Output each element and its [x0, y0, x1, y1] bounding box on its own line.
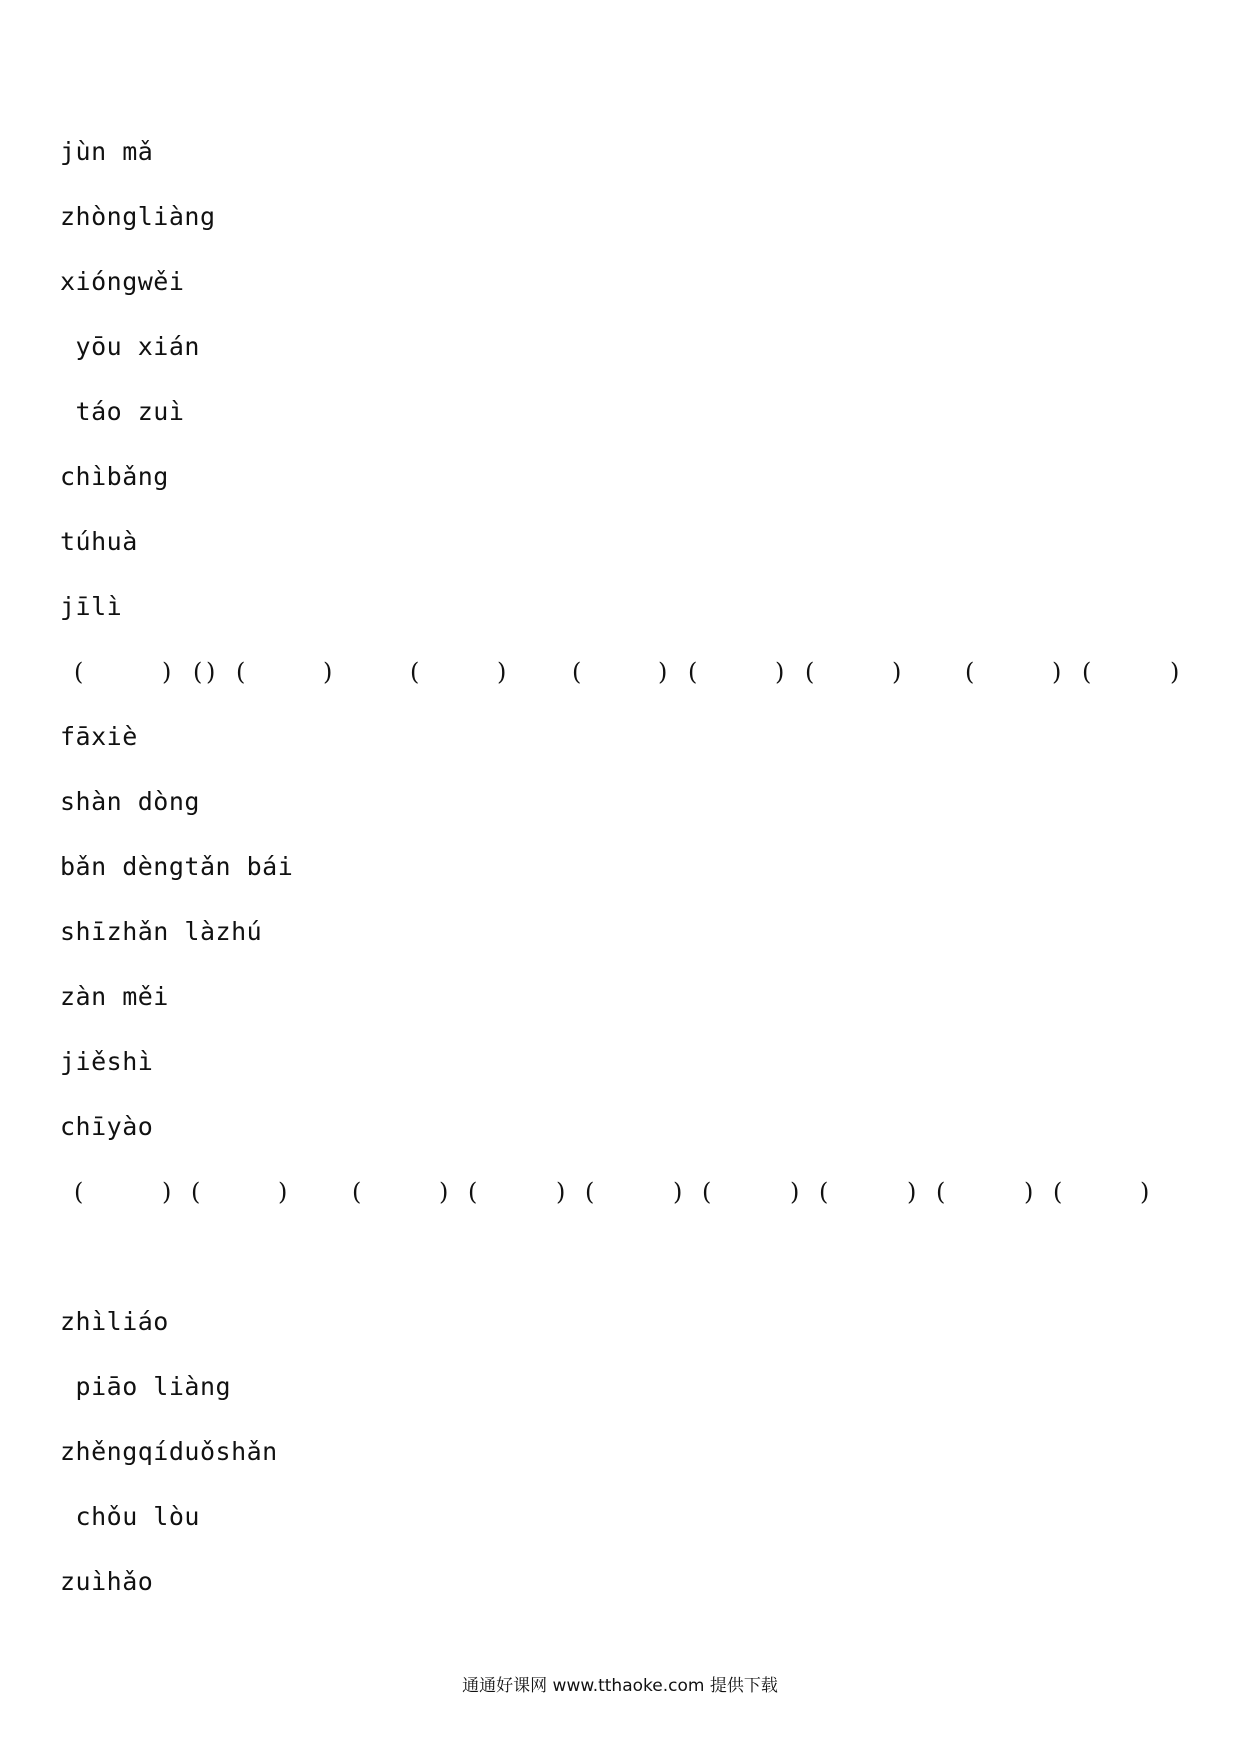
- blank-open-paren: (: [236, 658, 246, 686]
- answer-blanks-row-2: [60, 1177, 1190, 1207]
- blank-open-paren: (: [191, 1178, 201, 1206]
- pinyin-line: zhìliáo: [60, 1307, 169, 1336]
- blank-close-paren: ): [206, 658, 216, 686]
- blank-open-paren: (: [936, 1178, 946, 1206]
- blank-close-paren: ): [278, 1178, 288, 1206]
- blank-close-paren: ): [323, 658, 333, 686]
- pinyin-line: zhěngqíduǒshǎn: [60, 1437, 278, 1466]
- pinyin-line: yōu xián: [60, 332, 200, 361]
- pinyin-line: zuìhǎo: [60, 1567, 154, 1596]
- blank-open-paren: (: [965, 658, 975, 686]
- blank-open-paren: (: [1053, 1178, 1063, 1206]
- blank-close-paren: ): [790, 1178, 800, 1206]
- blank-open-paren: (: [410, 658, 420, 686]
- pinyin-line: zàn měi: [60, 982, 169, 1011]
- page-footer: 通通好课网 www.tthaoke.com 提供下载: [462, 1676, 778, 1696]
- blank-close-paren: ): [775, 658, 785, 686]
- pinyin-line: jiěshì: [60, 1047, 154, 1076]
- pinyin-line: bǎn dèngtǎn bái: [60, 852, 294, 881]
- pinyin-line: chìbǎng: [60, 462, 169, 491]
- pinyin-line: túhuà: [60, 527, 138, 556]
- blank-open-paren: (: [468, 1178, 478, 1206]
- pinyin-line: chǒu lòu: [60, 1502, 200, 1531]
- pinyin-line: fāxiè: [60, 722, 138, 751]
- blank-open-paren: (: [74, 1178, 84, 1206]
- pinyin-line: shàn dòng: [60, 787, 200, 816]
- pinyin-line: xióngwěi: [60, 267, 185, 296]
- pinyin-line: zhòngliàng: [60, 202, 216, 231]
- blank-open-paren: (: [688, 658, 698, 686]
- pinyin-line: chīyào: [60, 1112, 154, 1141]
- blank-close-paren: ): [162, 658, 172, 686]
- blank-open-paren: (: [702, 1178, 712, 1206]
- blank-close-paren: ): [673, 1178, 683, 1206]
- answer-blanks-row-1: [60, 657, 1190, 687]
- blank-close-paren: ): [658, 658, 668, 686]
- blank-close-paren: ): [556, 1178, 566, 1206]
- blank-close-paren: ): [892, 658, 902, 686]
- pinyin-line: shīzhǎn làzhú: [60, 917, 263, 946]
- pinyin-line: piāo liàng: [60, 1372, 232, 1401]
- blank-open-paren: (: [572, 658, 582, 686]
- blank-open-paren: (: [193, 658, 203, 686]
- blank-close-paren: ): [907, 1178, 917, 1206]
- blank-open-paren: (: [74, 658, 84, 686]
- blank-open-paren: (: [585, 1178, 595, 1206]
- blank-close-paren: ): [162, 1178, 172, 1206]
- blank-close-paren: ): [1024, 1178, 1034, 1206]
- blank-close-paren: ): [1170, 658, 1180, 686]
- blank-close-paren: ): [1140, 1178, 1150, 1206]
- blank-open-paren: (: [819, 1178, 829, 1206]
- blank-open-paren: (: [1082, 658, 1092, 686]
- blank-close-paren: ): [497, 658, 507, 686]
- blank-open-paren: (: [805, 658, 815, 686]
- blank-close-paren: ): [439, 1178, 449, 1206]
- pinyin-line: jùn mǎ: [60, 137, 154, 166]
- pinyin-line: jīlì: [60, 592, 123, 621]
- blank-open-paren: (: [352, 1178, 362, 1206]
- blank-close-paren: ): [1052, 658, 1062, 686]
- pinyin-line: táo zuì: [60, 397, 185, 426]
